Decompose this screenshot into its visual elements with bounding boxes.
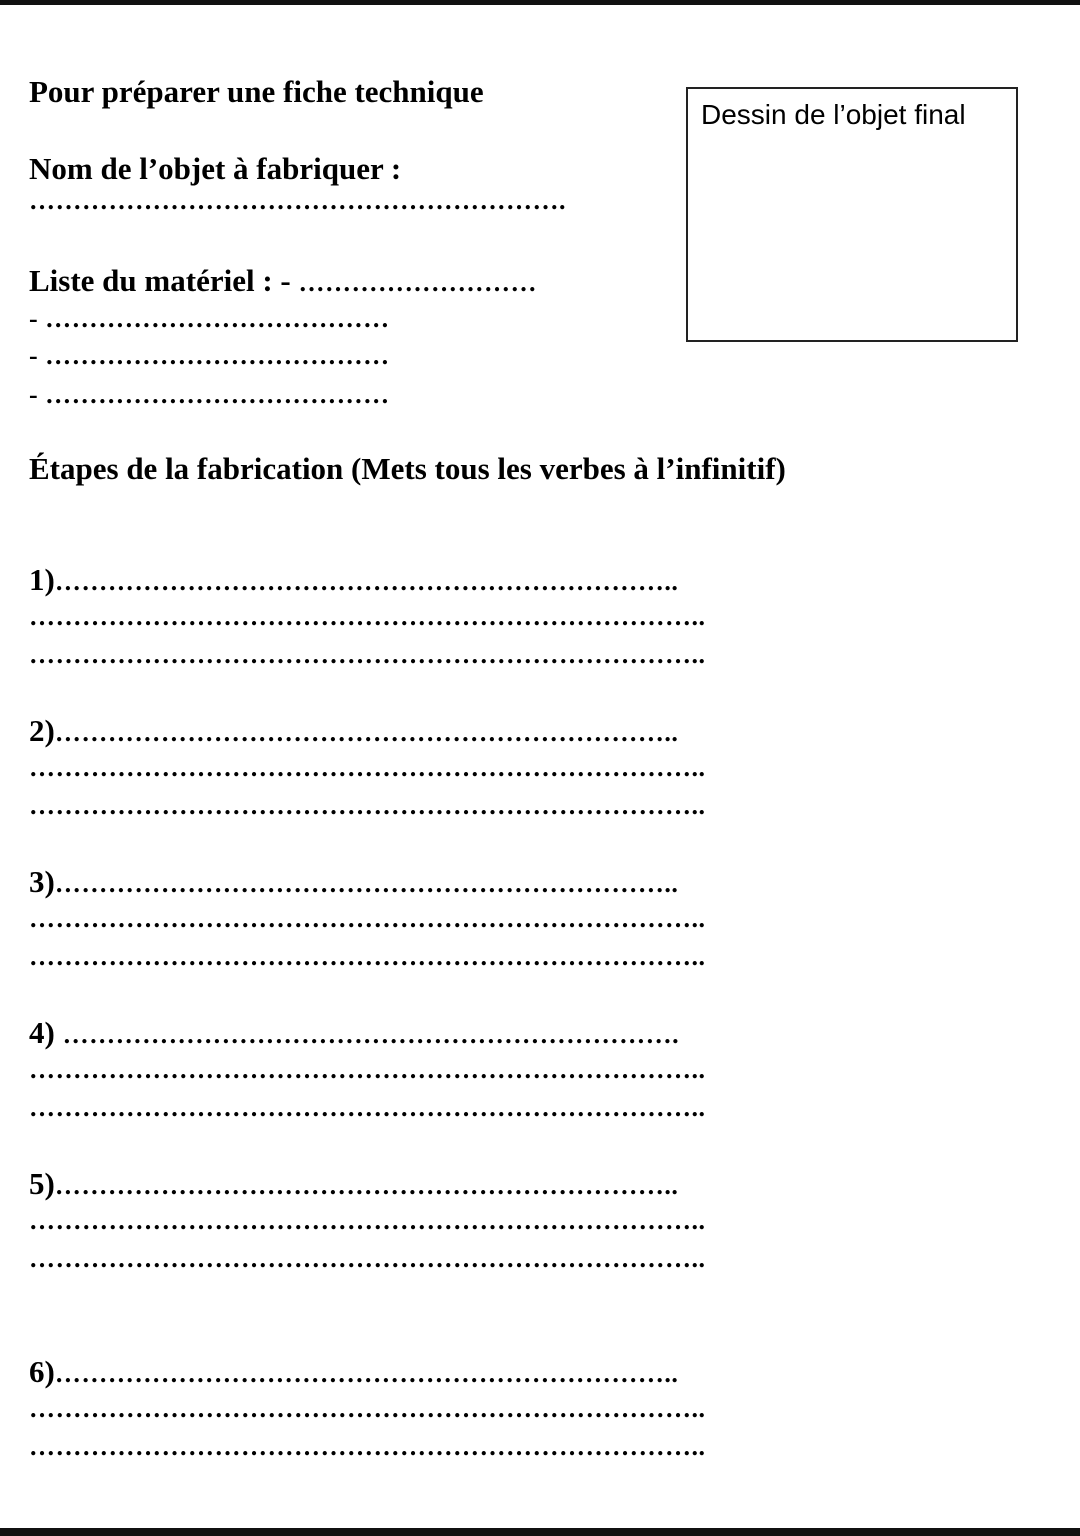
drawing-box[interactable]	[686, 87, 1018, 342]
step-field[interactable]: ……………………………………………………………..	[54, 718, 679, 747]
step-field[interactable]: …………………………………………………………………..	[29, 640, 706, 669]
step-first-line[interactable]	[29, 1015, 679, 1051]
step-number: 4)	[29, 1015, 63, 1050]
step-number: 6)	[29, 1354, 55, 1389]
step-first-line[interactable]	[29, 713, 678, 749]
step-field[interactable]: ……………………………………………………………..	[54, 869, 679, 898]
step-field[interactable]: ……………………………………………………………..	[54, 1359, 679, 1388]
steps-title: Étapes de la fabrication (Mets tous les verbes à l’infinitif)	[29, 451, 786, 486]
object-name-label: Nom de l’objet à fabriquer :	[29, 151, 402, 186]
materials-field-first[interactable]: ………………………	[298, 268, 537, 297]
step-field[interactable]: …………………………………………………………………..	[29, 942, 706, 971]
drawing-box-label: Dessin de l’objet final	[701, 99, 966, 130]
step-field[interactable]: …………………………………………………………………..	[29, 602, 706, 631]
step-field[interactable]: …………………………………………………………………..	[29, 1055, 706, 1084]
materials-field[interactable]: - …………………………………	[29, 380, 390, 409]
step-field[interactable]: …………………………………………………………….	[62, 1020, 680, 1049]
page-top-border	[0, 0, 1080, 5]
step-field[interactable]: …………………………………………………………………..	[29, 1432, 706, 1461]
materials-field[interactable]: - …………………………………	[29, 304, 390, 333]
step-field[interactable]: …………………………………………………………………..	[29, 904, 706, 933]
materials-line-first	[29, 263, 537, 299]
step-first-line[interactable]	[29, 1354, 678, 1390]
step-first-line[interactable]	[29, 562, 678, 598]
materials-field[interactable]: - …………………………………	[29, 341, 390, 370]
step-number: 3)	[29, 864, 55, 899]
materials-label: Liste du matériel : -	[29, 263, 299, 298]
step-number: 5)	[29, 1166, 55, 1201]
step-field[interactable]: …………………………………………………………………..	[29, 1244, 706, 1273]
step-field[interactable]: …………………………………………………………………..	[29, 791, 706, 820]
step-first-line[interactable]	[29, 1166, 678, 1202]
page-bottom-border	[0, 1528, 1080, 1536]
step-first-line[interactable]	[29, 864, 678, 900]
step-number: 2)	[29, 713, 55, 748]
step-field[interactable]: …………………………………………………………………..	[29, 1206, 706, 1235]
step-field[interactable]: …………………………………………………………………..	[29, 1394, 706, 1423]
step-number: 1)	[29, 562, 55, 597]
step-field[interactable]: ……………………………………………………………..	[54, 567, 679, 596]
step-field[interactable]: …………………………………………………………………..	[29, 1093, 706, 1122]
worksheet-title: Pour préparer une fiche technique	[29, 74, 484, 109]
step-field[interactable]: ……………………………………………………………..	[54, 1171, 679, 1200]
step-field[interactable]: …………………………………………………………………..	[29, 753, 706, 782]
object-name-field[interactable]: …………………………………………………….	[29, 186, 566, 215]
